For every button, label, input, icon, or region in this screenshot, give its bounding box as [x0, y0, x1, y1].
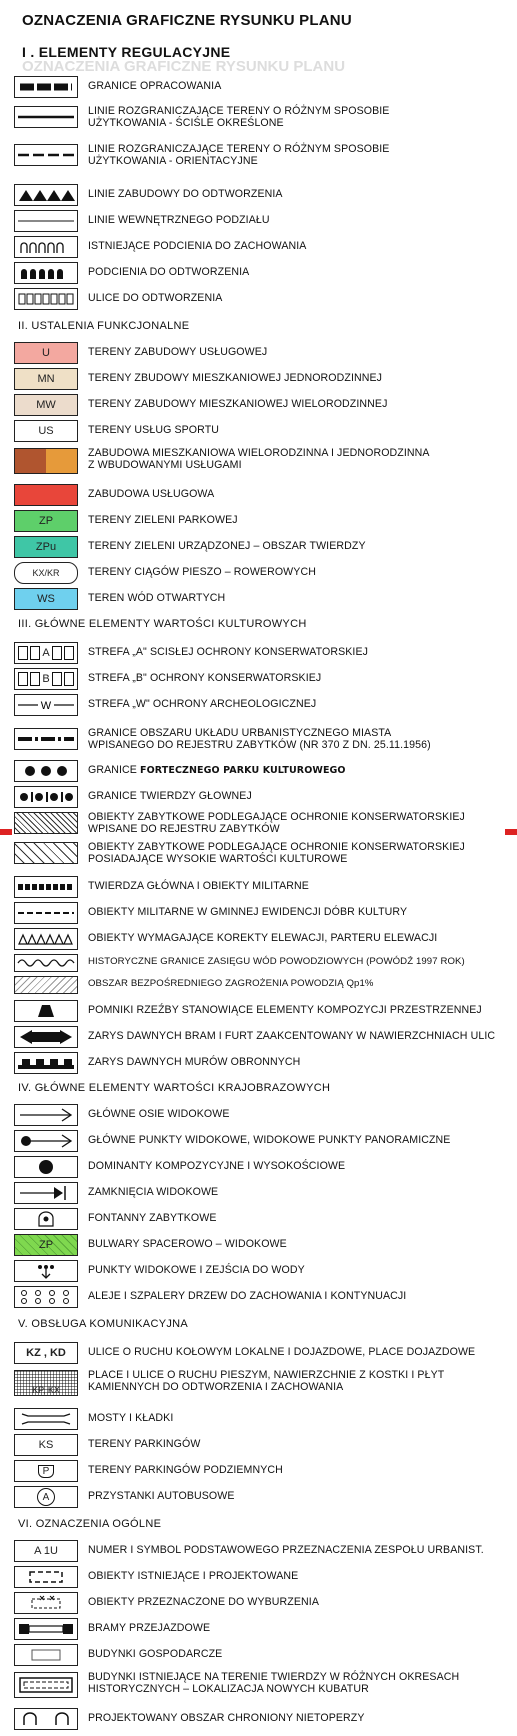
legend-row [14, 1208, 514, 1232]
symbol-boundary-thick [14, 76, 78, 98]
symbol-line-dashed [14, 144, 78, 166]
symbol-monument [14, 1000, 78, 1022]
legend-label: ULICE DO ODTWORZENIA [88, 292, 223, 304]
section-heading-ogolne: VI. OZNACZENIA OGÓLNE [18, 1518, 162, 1530]
symbol-line-solid [14, 106, 78, 128]
legend-row [14, 1234, 514, 1258]
legend-label-2line: LINIE ROZGRANICZAJĄCE TERENY O RÓŻNYM SPOSOBIE UŻYTKOWANIA - ŚCIŚLE OKREŚLONE [88, 105, 390, 129]
legend-row [14, 928, 514, 952]
water-access-icon [14, 1260, 78, 1282]
legend-label: ULICE O RUCHU KOŁOWYM LOKALNE I DOJAZDOWE, PLACE DOJAZDOWE [88, 1346, 476, 1358]
view-closure-icon [14, 1182, 78, 1204]
legend-label: OBSZAR BEZPOŚREDNIEGO ZAGROŻENIA POWODZIĄ Qp1% [88, 978, 374, 989]
symbol-triangles [14, 184, 78, 206]
ghost-title: OZNACZENIA GRAFICZNE RYSUNKU PLANU [22, 58, 346, 75]
symbol-wave-line [14, 954, 78, 972]
legend-row [14, 144, 514, 168]
symbol-kzkd: KZ , KD [14, 1342, 78, 1364]
legend-label: OBIEKTY WYMAGAJĄCE KOREKTY ELEWACJI, PARTERU ELEWACJI [88, 932, 438, 944]
legend-label: TERENY ZABUDOWY MIESZKANIOWEJ WIELORODZINNEJ [88, 398, 388, 410]
legend-row [14, 1130, 514, 1154]
legend-label-2line: GRANICE OBSZARU UKŁADU URBANISTYCZNEGO MIASTA WPISANEGO DO REJESTRU ZABYTKÓW (NR 370 Z DN. 25.11.1956) [88, 727, 431, 751]
legend-row [14, 1672, 514, 1696]
legend-row [14, 1434, 514, 1458]
symbol-fortress-buildings [14, 1672, 78, 1698]
parking-underground-icon: P [14, 1460, 78, 1482]
legend-row [14, 1592, 514, 1616]
legend-row [14, 1260, 514, 1284]
legend-row [14, 536, 514, 560]
legend-row [14, 812, 514, 836]
arrow-right-icon [14, 1104, 78, 1126]
legend-label: NUMER I SYMBOL PODSTAWOWEGO PRZEZNACZENIA ZESPOŁU URBANIST. [88, 1544, 484, 1556]
legend-label-2line: LINIE ROZGRANICZAJĄCE TERENY O RÓŻNYM SPOSOBIE UŻYTKOWANIA - ORIENTACYJNE [88, 143, 390, 167]
legend-row [14, 1708, 514, 1732]
legend-label: TERENY ZBUDOWY MIESZKANIOWEJ JEDNORODZINNEJ [88, 372, 383, 384]
legend-row [14, 976, 514, 1000]
symbol-street-boxes [14, 288, 78, 310]
page-title: OZNACZENIA GRAFICZNE RYSUNKU PLANU [22, 12, 352, 29]
symbol-strefa-w [14, 694, 78, 716]
section-heading-kulturowe: III. GŁÓWNE ELEMENTY WARTOŚCI KULTUROWYCH [18, 618, 307, 630]
symbol-arcades-open [14, 236, 78, 258]
section-heading-funkcjonalne: II. USTALENIA FUNKCJONALNE [18, 320, 190, 332]
symbol-u: U [14, 342, 78, 364]
legend-label: OBIEKTY ISTNIEJĄCE I PROJEKTOWANE [88, 1570, 299, 1582]
legend-row [14, 588, 514, 612]
legend-row [14, 394, 514, 418]
symbol-ws: WS [14, 588, 78, 610]
legend-label: GRANICE OPRACOWANIA [88, 80, 222, 92]
symbol-kpkx: KP, KX [14, 1370, 78, 1396]
legend-row [14, 1052, 514, 1076]
legend-label: GRANICE TWIERDZY GŁOWNEJ [88, 790, 252, 802]
symbol-hatch-dense [14, 812, 78, 834]
legend-row [14, 1540, 514, 1564]
legend-label: LINIE WEWNĘTRZNEGO PODZIAŁU [88, 214, 270, 226]
bridge-icon [14, 1408, 78, 1430]
legend-label: ZARYS DAWNYCH BRAM I FURT ZAAKCENTOWANY W NAWIERZCHNIACH ULIC [88, 1030, 496, 1042]
symbol-demolition [14, 1592, 78, 1614]
section-heading-komunikacja: V. OBSŁUGA KOMUNIKACYJNA [18, 1318, 189, 1330]
symbol-gates [14, 1026, 78, 1048]
legend-label: STREFA „B" OCHRONY KONSERWATORSKIEJ [88, 672, 322, 684]
legend-label: OBIEKTY MILITARNE W GMINNEJ EWIDENCJI DÓBR KULTURY [88, 906, 408, 918]
symbol-thin-line [14, 210, 78, 232]
legend-label: BUDYNKI GOSPODARCZE [88, 1648, 223, 1660]
legend-label: ISTNIEJĄCE PODCIENIA DO ZACHOWANIA [88, 240, 307, 252]
bat-arches-icon [14, 1708, 78, 1730]
legend-label: DOMINANTY KOMPOZYCYJNE I WYSOKOŚCIOWE [88, 1160, 346, 1172]
legend-row [14, 694, 514, 718]
legend-label-2line: PLACE I ULICE O RUCHU PIESZYM, NAWIERZCHNIE Z KOSTKI I PŁYT KAMIENNYCH DO ODTWORZENIA I ZACHOWANIA [88, 1369, 445, 1393]
symbol-objects-existing [14, 1566, 78, 1588]
legend-label: TWIERDZA GŁÓWNA I OBIEKTY MILITARNE [88, 880, 309, 892]
legend-row [14, 106, 514, 130]
legend-label: PRZYSTANKI AUTOBUSOWE [88, 1490, 235, 1502]
legend-row [14, 1156, 514, 1180]
legend-label: HISTORYCZNE GRANICE ZASIĘGU WÓD POWODZIOWYCH (POWÓDŹ 1997 ROK) [88, 956, 465, 967]
legend-row [14, 1000, 514, 1024]
symbol-zp: ZP [14, 510, 78, 532]
legend-row [14, 786, 514, 810]
legend-label: TERENY CIĄGÓW PIESZO – ROWEROWYCH [88, 566, 316, 578]
legend-row [14, 1182, 514, 1206]
legend-row [14, 262, 514, 286]
legend-label: ALEJE I SZPALERY DRZEW DO ZACHOWANIA I KONTYNUACJI [88, 1290, 407, 1302]
legend-label-2line: OBIEKTY ZABYTKOWE PODLEGAJĄCE OCHRONIE KONSERWATORSKIEJ POSIADAJĄCE WYSOKIE WARTOŚCI KULTUROWE [88, 841, 465, 865]
legend-row [14, 1342, 514, 1366]
symbol-a1u: A 1U [14, 1540, 78, 1562]
symbol-urban-boundary [14, 728, 78, 750]
legend-row [14, 1370, 514, 1394]
legend-label: ZABUDOWA USŁUGOWA [88, 488, 215, 500]
section-heading-krajobrazowe: IV. GŁÓWNE ELEMENTY WARTOŚCI KRAJOBRAZOWYCH [18, 1082, 331, 1094]
symbol-arcades-filled [14, 262, 78, 284]
legend-label: PUNKTY WIDOKOWE I ZEJŚCIA DO WODY [88, 1264, 305, 1276]
legend-label: STREFA „A" SCISŁEJ OCHRONY KONSERWATORSKIEJ [88, 646, 369, 658]
legend-row [14, 210, 514, 234]
legend-row [14, 1104, 514, 1128]
legend-label: BULWARY SPACEROWO – WIDOKOWE [88, 1238, 287, 1250]
legend-row [14, 1026, 514, 1050]
symbol-flood-hatch [14, 976, 78, 994]
legend-row [14, 1618, 514, 1642]
legend-label: PODCIENIA DO ODTWORZENIA [88, 266, 250, 278]
symbol-main-fortress-boundary [14, 786, 78, 808]
legend-row [14, 876, 514, 900]
legend-row [14, 448, 514, 472]
symbol-service-red [14, 484, 78, 506]
legend-label: MOSTY I KŁADKI [88, 1412, 174, 1424]
symbol-small-triangles [14, 928, 78, 950]
svg-text:W: W [40, 700, 52, 712]
legend-label: PROJEKTOWANY OBSZAR CHRONIONY NIETOPERZY [88, 1712, 365, 1724]
legend-row [14, 902, 514, 926]
legend-row [14, 420, 514, 444]
legend-row [14, 368, 514, 392]
legend-row [14, 1486, 514, 1510]
legend-row [14, 728, 514, 752]
legend-label-2line: BUDYNKI ISTNIEJĄCE NA TERENIE TWIERDZY W RÓŻNYCH OKRESACH HISTORYCZNYCH – LOKALIZACJA NOWYCH KUBATUR [88, 1671, 460, 1695]
legend-label: TEREN WÓD OTWARTYCH [88, 592, 226, 604]
symbol-strefa-b: B [14, 668, 78, 690]
viewpoint-arrow-icon [14, 1130, 78, 1152]
legend-label: TERENY PARKINGÓW PODZIEMNYCH [88, 1464, 283, 1476]
symbol-ks: KS [14, 1434, 78, 1456]
legend-row [14, 484, 514, 508]
symbol-military-dashed [14, 902, 78, 924]
symbol-strefa-a: A [14, 642, 78, 664]
legend-row [14, 562, 514, 586]
legend-label: POMNIKI RZEŹBY STANOWIĄCE ELEMENTY KOMPOZYCJI PRZESTRZENNEJ [88, 1004, 482, 1016]
symbol-mixed-housing [14, 448, 78, 474]
gate-passage-icon [14, 1618, 78, 1640]
symbol-walls [14, 1052, 78, 1074]
tree-rows-icon [14, 1286, 78, 1308]
symbol-fortress-park-dots [14, 760, 78, 782]
legend-label: ZAMKNIĘCIA WIDOKOWE [88, 1186, 219, 1198]
legend-row [14, 510, 514, 534]
legend-row [14, 184, 514, 208]
symbol-mw: MW [14, 394, 78, 416]
legend-label: OBIEKTY PRZEZNACZONE DO WYBURZENIA [88, 1596, 319, 1608]
dominant-dot-icon [14, 1156, 78, 1178]
legend-row [14, 642, 514, 666]
symbol-zpu: ZPu [14, 536, 78, 558]
symbol-kxkr: KX/KR [14, 562, 78, 584]
legend-label: STREFA „W" OCHRONY ARCHEOLOGICZNEJ [88, 698, 317, 710]
symbol-boulevard: ZP [14, 1234, 78, 1256]
legend-label: GŁÓWNE PUNKTY WIDOKOWE, WIDOKOWE PUNKTY PANORAMICZNE [88, 1134, 451, 1146]
legend-row [14, 842, 514, 866]
legend-row [14, 668, 514, 692]
red-margin-mark-left [0, 829, 12, 835]
legend-row [14, 236, 514, 260]
section-heading-regulacyjne: I . ELEMENTY REGULACYJNE [22, 44, 231, 60]
legend-label: TERENY ZIELENI URZĄDZONEJ – OBSZAR TWIERDZY [88, 540, 366, 552]
legend-label: BRAMY PRZEJAZDOWE [88, 1622, 211, 1634]
legend-label: LINIE ZABUDOWY DO ODTWORZENIA [88, 188, 283, 200]
symbol-fortress-main [14, 876, 78, 898]
legend-row [14, 1644, 514, 1668]
legend-row [14, 1460, 514, 1484]
legend-row [14, 288, 514, 312]
legend-row [14, 1566, 514, 1590]
symbol-utility-building [14, 1644, 78, 1666]
legend-label: TERENY USŁUG SPORTU [88, 424, 220, 436]
symbol-hatch-sparse [14, 842, 78, 864]
legend-label-2line: ZABUDOWA MIESZKANIOWA WIELORODZINNA I JEDNORODZINNA Z WBUDOWANYMI USŁUGAMI [88, 447, 430, 471]
legend-row [14, 760, 514, 784]
legend-label: GRANICE FORTECZNEGO PARKU KULTUROWEGO [88, 764, 346, 776]
fountain-icon [14, 1208, 78, 1230]
bus-stop-icon: A [14, 1486, 78, 1508]
symbol-mn: MN [14, 368, 78, 390]
legend-label: TERENY PARKINGÓW [88, 1438, 201, 1450]
symbol-us: US [14, 420, 78, 442]
legend-label: FONTANNY ZABYTKOWE [88, 1212, 217, 1224]
legend-row [14, 76, 514, 100]
legend-row [14, 1286, 514, 1310]
legend-label-2line: OBIEKTY ZABYTKOWE PODLEGAJĄCE OCHRONIE KONSERWATORSKIEJ WPISANE DO REJESTRU ZABYTKÓW [88, 811, 465, 835]
legend-row [14, 1408, 514, 1432]
legend-label: ZARYS DAWNYCH MURÓW OBRONNYCH [88, 1056, 301, 1068]
legend-row [14, 342, 514, 366]
legend-label: GŁÓWNE OSIE WIDOKOWE [88, 1108, 230, 1120]
legend-label: TERENY ZIELENI PARKOWEJ [88, 514, 238, 526]
legend-label: TERENY ZABUDOWY USŁUGOWEJ [88, 346, 268, 358]
legend-row [14, 954, 514, 978]
